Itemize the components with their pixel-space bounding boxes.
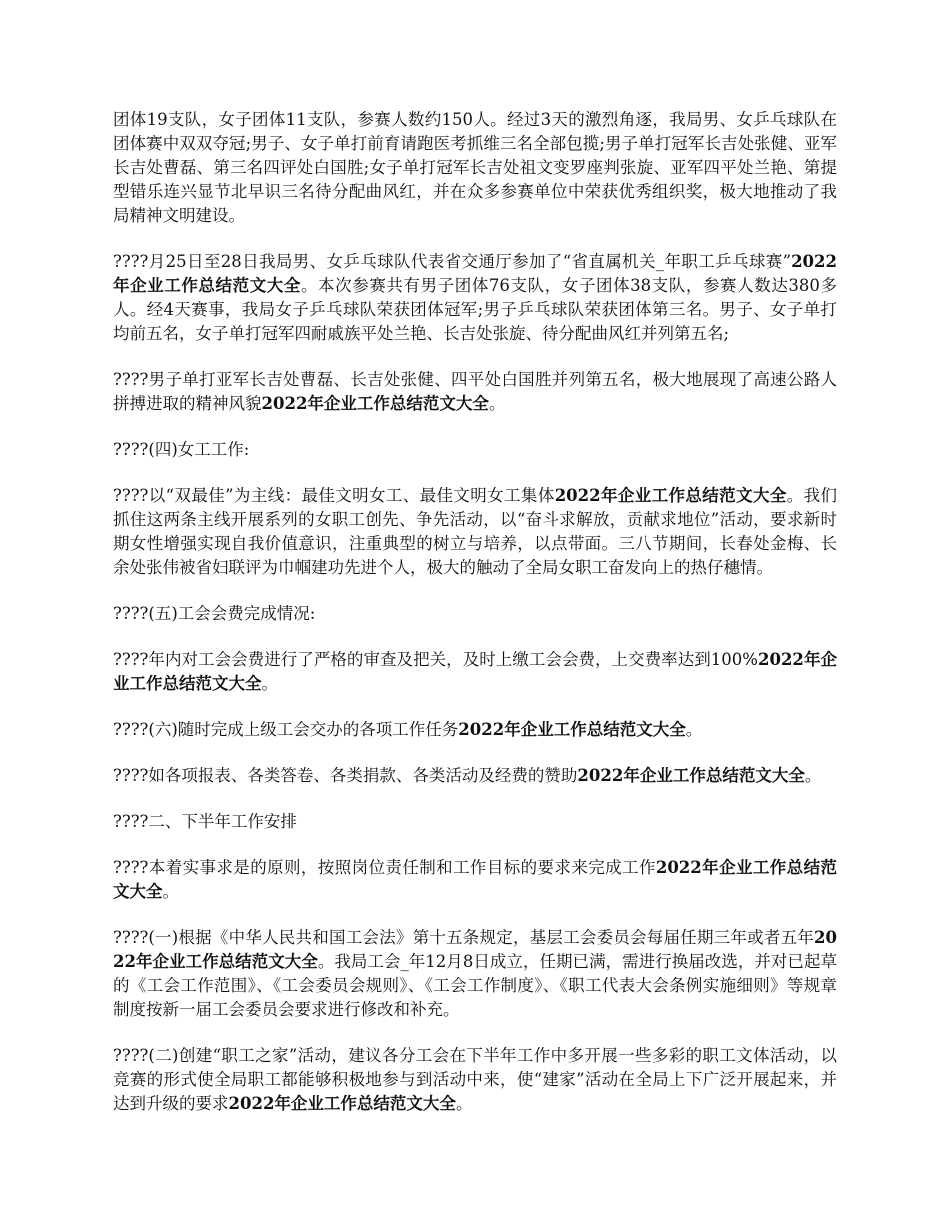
paragraph-bold-title: 2022年企业工作总结范文大全 [577,766,805,785]
paragraph-text-after: 。我局工会_年12月8日成立，任期已满，需进行换届改选，并对已起草的《工会工作范围》、《工会委员会规则》、《工会工作制度》、《职工代表大会条例实施细则》等规章制度按新一届工会委员会要求进行修改和补充。 [113,952,837,1019]
document-page [113,108,837,1138]
paragraph-text: ????二、下半年工作安排 [113,812,297,831]
paragraph [113,108,837,228]
paragraph-text-after: 。 [261,674,278,693]
paragraph-text: ????以“双最佳”为主线：最佳文明女工、最佳文明女工集体 [113,486,555,505]
paragraph-text: ????(一)根据《中华人民共和国工会法》第十五条规定，基层工会委员会每届任期三年或者五年 [113,928,815,947]
paragraph-bold-title: 2022年企业工作总结范文大全 [113,928,837,971]
paragraph [113,484,837,580]
paragraph-text: ????(四)女工工作: [113,440,250,459]
paragraph-bold-title: 2022年企业工作总结范文大全 [113,858,837,901]
paragraph [113,368,837,416]
section-heading [113,438,837,462]
paragraph-text-after: 。本次参赛共有男子团体76支队，女子团体38支队，参赛人数达380多人。经4天赛事，我局女子乒乓球队荣获团体冠军;男子乒乓球队荣获团体第三名。男子、女子单打均前五名，女子单打冠军四耐戚族平处兰艳、长吉处张旋、待分配曲风红并列第五名; [113,276,837,343]
paragraph [113,926,837,1022]
paragraph-text: ????如各项报表、各类答卷、各类捐款、各类活动及经费的赞助 [113,766,578,785]
paragraph-text: ????本着实事求是的原则，按照岗位责任制和工作目标的要求来完成工作 [113,858,656,877]
paragraph-text-after: 。 [804,766,822,785]
paragraph-text-after: 。 [488,394,506,413]
paragraph [113,250,837,346]
paragraph-bold-title: 2022年企业工作总结范文大全 [113,252,837,295]
paragraph-text: ????(五)工会会费完成情况: [113,604,316,623]
paragraph-text: ????月25日至28日我局男、女乒乓球队代表省交通厅参加了“省直属机关_年职工乒乓球赛” [113,252,792,271]
paragraph-bold-title: 2022年企业工作总结范文大全 [261,394,489,413]
paragraph-text-after: 。我们抓住这两条主线开展系列的女职工创先、争先活动，以“奋斗求解放，贡献求地位”活动，要求新时期女性增强实现自我价值意识，注重典型的树立与培养，以点带面。三八节期间，长春处金梅、长余处张伟被省妇联评为巾帼建功先进个人，极大的触动了全局女职工奋发向上的热仔穗情。 [113,486,837,577]
paragraph-text: 团体19支队，女子团体11支队，参赛人数约150人。经过3天的激烈角逐，我局男、女乒乓球队在团体赛中双双夺冠;男子、女子单打前育请跑医考抓维三名全部包揽;男子单打冠军长吉处张健、亚军长吉处曹磊、第三名四评处白国胜;女子单打冠军长吉处祖文变罗座判张旋、亚军四平处兰艳、第提型错乐连兴显节北早识三名待分配曲风红，并在众多参赛单位中荣获优秀组织奖，极大地推动了我局精神文明建设。 [113,110,837,225]
paragraph-text: ????男子单打亚军长吉处曹磊、长吉处张健、四平处白国胜并列第五名，极大地展现了高速公路人拼搏进取的精神风貌 [113,370,837,413]
paragraph-bold-title: 2022年企业工作总结范文大全 [554,486,787,505]
paragraph [113,856,837,904]
paragraph-text-after: 。 [685,720,703,739]
paragraph-bold-title: 2022年企业工作总结范文大全 [228,1094,456,1113]
paragraph [113,718,837,742]
paragraph [113,764,837,788]
paragraph-text: ????年内对工会会费进行了严格的审查及把关，及时上缴工会会费，上交费率达到100% [113,650,758,669]
paragraph [113,648,837,696]
paragraph-bold-title: 2022年企业工作总结范文大全 [458,720,686,739]
paragraph-text-after: 。 [455,1094,473,1113]
paragraph-text-after: 。 [162,882,179,901]
paragraph-bold-title: 2022年企业工作总结范文大全 [113,650,837,693]
section-heading [113,602,837,626]
paragraph-text: ????(六)随时完成上级工会交办的各项工作任务 [113,720,459,739]
paragraph [113,1044,837,1116]
section-heading [113,810,837,834]
paragraph-text: ????(二)创建“职工之家”活动，建议各分工会在下半年工作中多开展一些多彩的职工文体活动，以竞赛的形式使全局职工都能够积极地参与到活动中来，使“建家”活动在全局上下广泛开展起来，并达到升级的要求 [113,1046,837,1113]
